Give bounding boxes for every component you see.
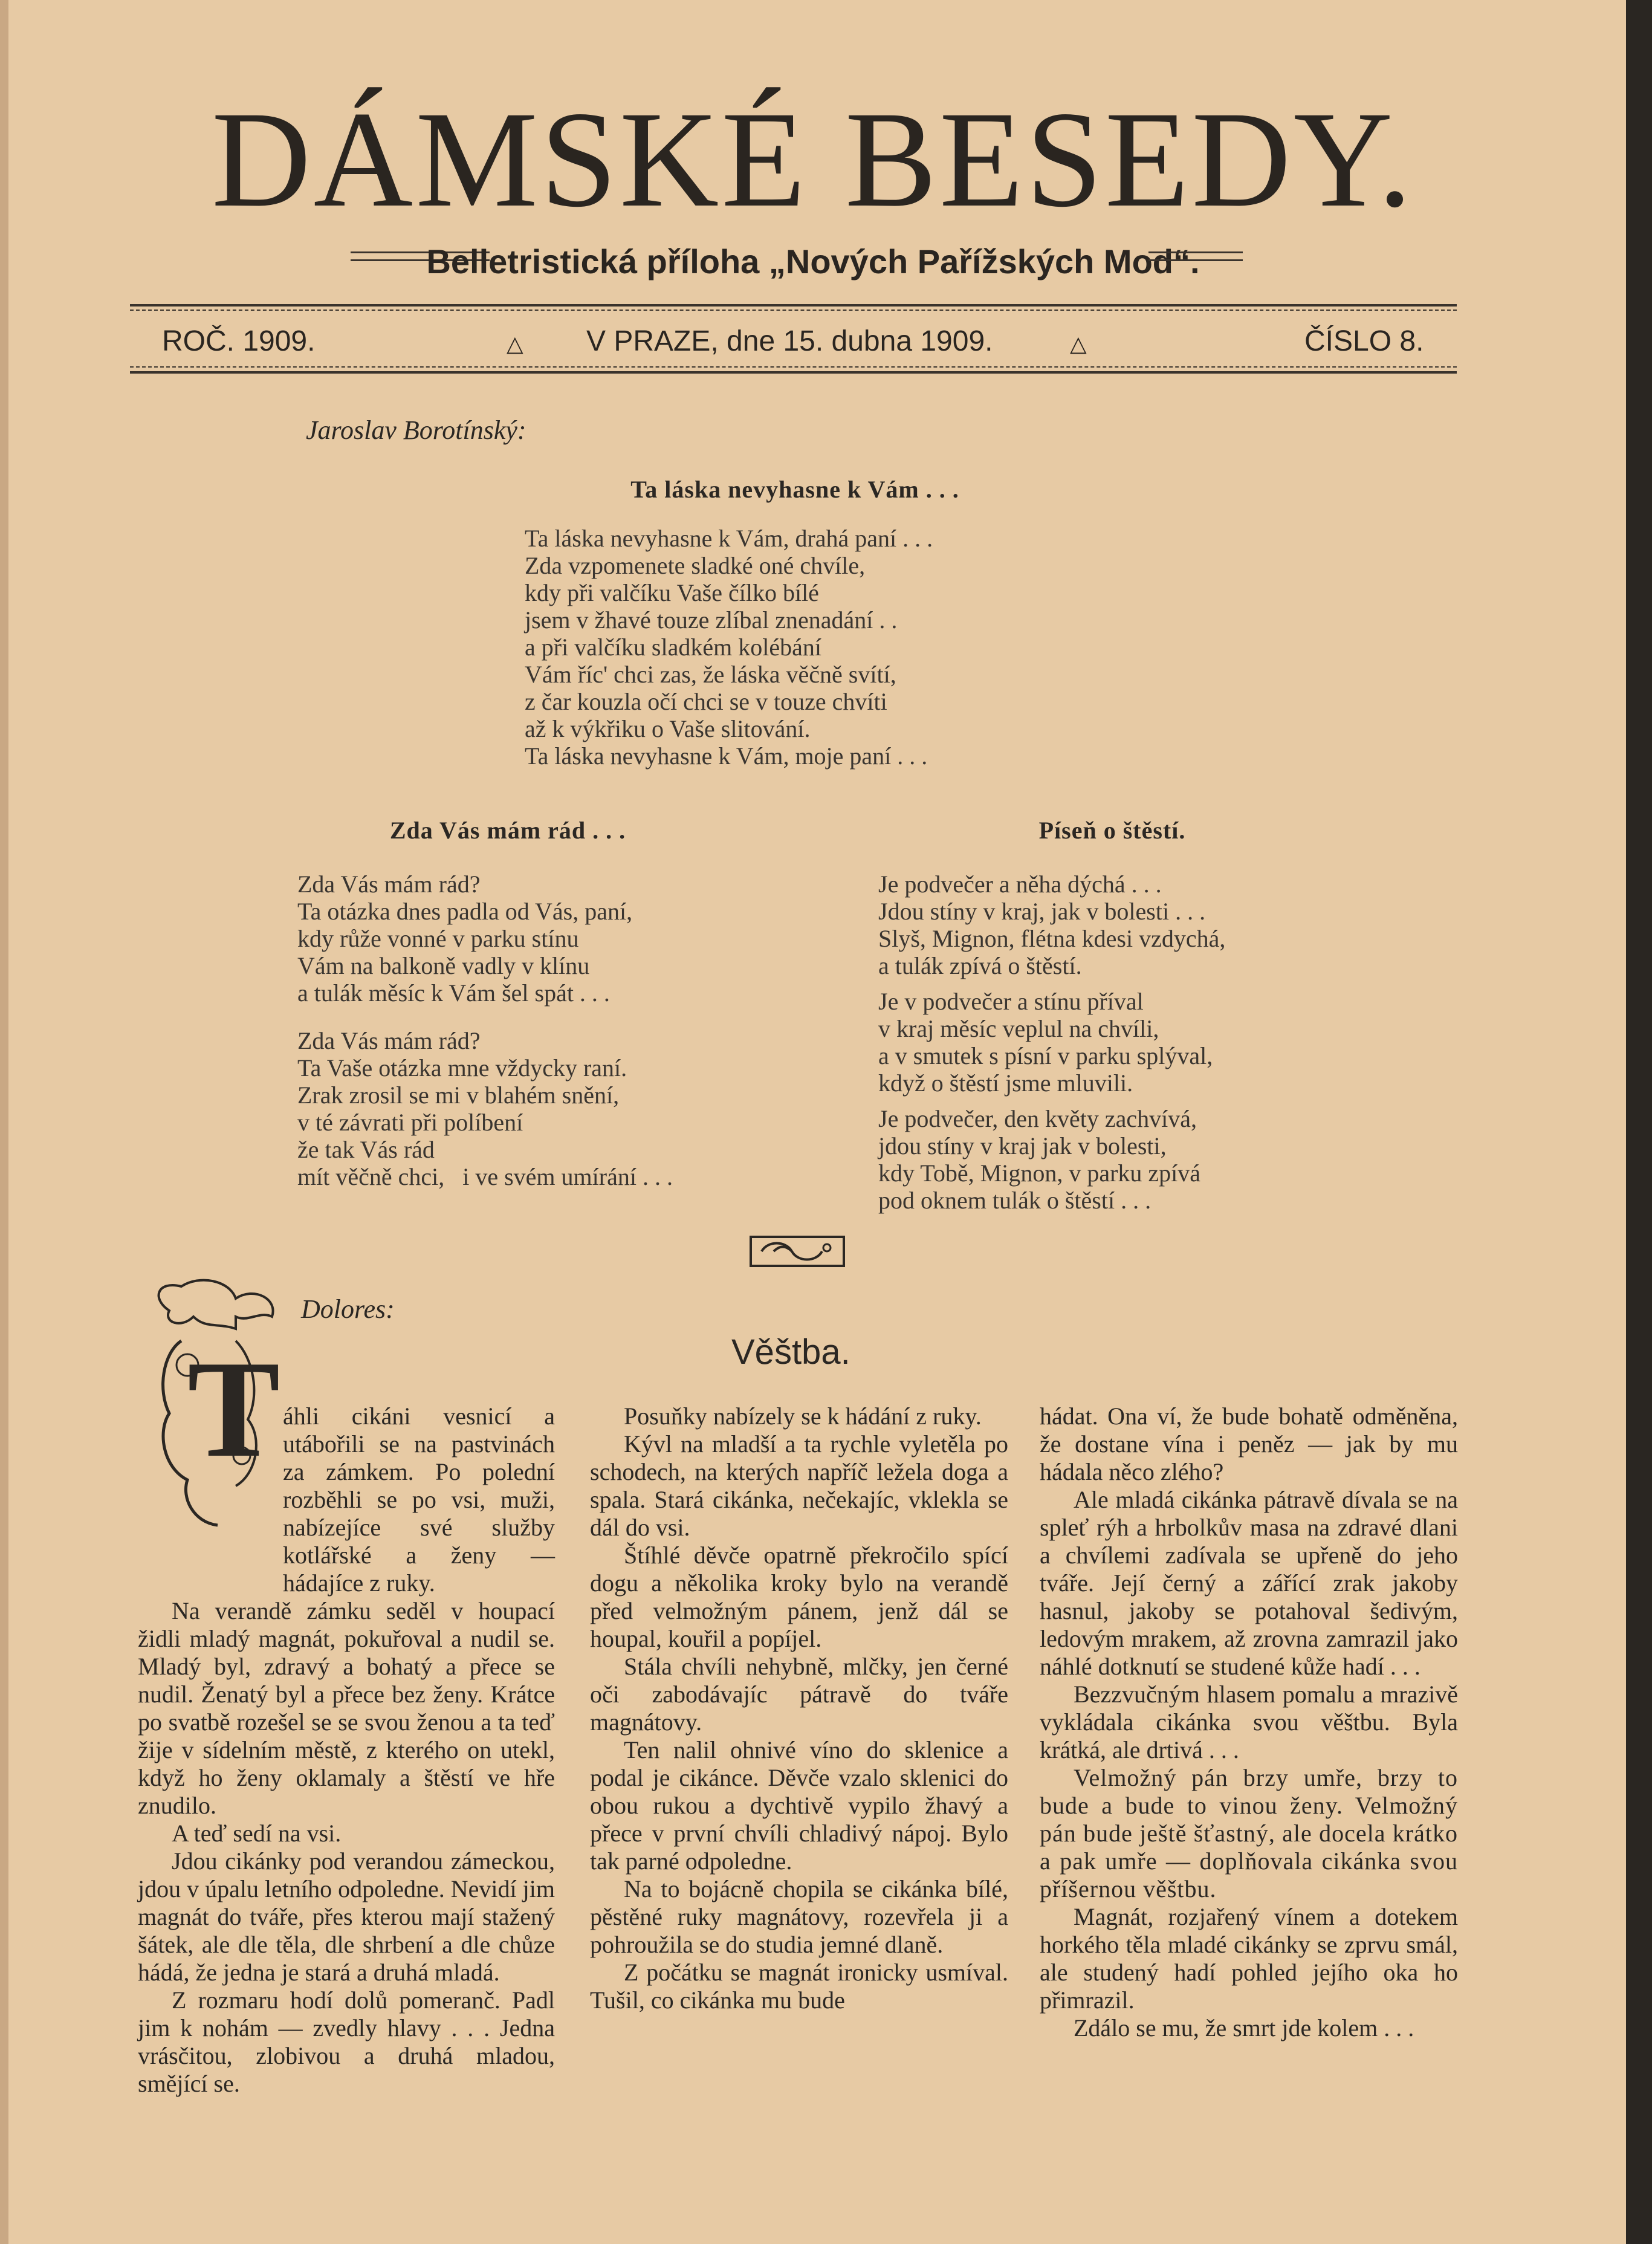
- triangle-ornament-left: △: [507, 331, 523, 356]
- book-spine-edge: [1626, 0, 1652, 2244]
- header-rule-top-thin: [130, 310, 1457, 311]
- subtitle-rule-right: [1148, 251, 1243, 261]
- poem3-stanza: Je v podvečer a stínu příval v kraj měsíc veplul na chvíli, a v smutek s písní v parku splýval, když o štěstí jsme mluvili.: [878, 988, 1213, 1097]
- issue-label: ČÍSLO 8.: [1304, 325, 1424, 357]
- drop-cap-letter: T: [187, 1332, 280, 1486]
- poems-author: Jaroslav Borotínský:: [306, 415, 526, 445]
- paragraph: Štíhlé děvče opatrně překročilo spící dogu a několika kroky bylo na verandě před velmožným pánem, jenž dál se houpal, kouřil a popíjel.: [590, 1542, 1008, 1652]
- paragraph: hádat. Ona ví, že bude bohatě odměněna, že dostane vína i peněz — jak by mu hádala něco zlého?: [1040, 1402, 1458, 1485]
- story-title: Věštba.: [731, 1332, 850, 1372]
- poem2-stanza: Zda Vás mám rád? Ta otázka dnes padla od Vás, paní, kdy růže vonné v parku stínu Vám na balkoně vadly v klínu a tulák měsíc k Vám šel spát . . .: [297, 871, 633, 1007]
- paragraph: Posuňky nabízely se k hádání z ruky.: [624, 1402, 982, 1430]
- paragraph: Ale mladá cikánka pátravě dívala se na spleť rýh a hrbolkův masa na zdravé dlani a chvílemi zadívala se upřeně do jeho tváře. Její černý a zářící zrak jakoby hasnul, jakoby se potahoval šedivým, ledovým mrakem, až zrovna zamrazil jako náhlé dotknutí se studené kůže hadí . . .: [1040, 1486, 1458, 1680]
- header-rule-bottom: [130, 371, 1457, 374]
- paragraph: Zdálo se mu, že smrt jde kolem . . .: [1074, 2014, 1414, 2041]
- story-author: Dolores:: [301, 1294, 395, 1324]
- paragraph: Stála chvíli nehybně, mlčky, jen černé oči zabodávajíc pátravě do tváře magnátovy.: [590, 1653, 1008, 1736]
- poem1-title: Ta láska nevyhasne k Vám . . .: [630, 476, 959, 503]
- page-edge: [0, 0, 8, 2244]
- story-column-1: [138, 1402, 555, 2098]
- paragraph: Magnát, rozjařený vínem a dotekem horkého těla mladé cikánky se zprvu smál, ale studený hadí pohled jejího oka ho přimrazil.: [1040, 1903, 1458, 2014]
- story-column-3: [1040, 1402, 1458, 2042]
- paragraph: Na to bojácně chopila se cikánka bílé, pěstěné ruky magnátovy, rozevřela ji a pohroužila se do studia jemné dlaně.: [590, 1875, 1008, 1958]
- poem2-stanza: Zda Vás mám rád? Ta Vaše otázka mne vždycky raní. Zrak zrosil se mi v blahém snění, v té závrati při políbení že tak Vás rád mít věčně chci, i ve svém umírání . . .: [297, 1027, 673, 1190]
- header-rule-bottom-thin: [130, 366, 1457, 368]
- paragraph: Bezzvučným hlasem pomalu a mrazivě vykládala cikánka svou věštbu. Byla krátká, ale drtivá . . .: [1040, 1681, 1458, 1763]
- masthead-subtitle: Belletristická příloha „Nových Pařížských Mod“.: [426, 242, 1200, 280]
- header-rule-top: [130, 304, 1457, 306]
- year-label: ROČ. 1909.: [162, 325, 316, 357]
- date-label: V PRAZE, dne 15. dubna 1909.: [586, 325, 993, 357]
- paragraph: Ten nalil ohnivé víno do sklenice a podal je cikánce. Děvče vzalo sklenici do obou rukou a dychtivě vypilo žhavý a přece v první chvíli chladivý nápoj. Bylo tak parné odpoledne.: [590, 1736, 1008, 1875]
- poem2-body: [297, 871, 673, 1190]
- paragraph: Na verandě zámku seděl v houpací židli mladý magnát, pokuřoval a nudil se. Mladý byl, zdravý a bohatý a přece se nudil. Ženatý byl a přece bez ženy. Krátce po svatbě rozešel se se svou ženou a ta teď žije v sídelním městě, z kterého on utekl, když ho ženy oklamaly a štěstí ve hře znudilo.: [138, 1597, 555, 1819]
- triangle-ornament-right: △: [1070, 331, 1087, 356]
- poem3-stanza: Je podvečer a něha dýchá . . . Jdou stíny v kraj, jak v bolesti . . . Slyš, Mignon, flétna kdesi vzdychá, a tulák zpívá o štěstí.: [878, 871, 1226, 979]
- paragraph: Kývl na mladší a ta rychle vyletěla po schodech, na kterých napříč ležela doga a spala. Stará cikánka, nečekajíc, vklekla se dál do vsi.: [590, 1430, 1008, 1541]
- section-ornament-icon: [750, 1236, 845, 1267]
- paragraph: A teď sedí na vsi.: [172, 1820, 342, 1847]
- poem3-title: Píseň o štěstí.: [1038, 817, 1186, 844]
- poem2-title: Zda Vás mám rád . . .: [389, 817, 626, 844]
- poem3-stanza: Je podvečer, den květy zachvívá, jdou stíny v kraj jak v bolesti, kdy Tobě, Mignon, v parku zpívá pod oknem tulák o štěstí . . .: [878, 1105, 1201, 1214]
- poem3-body: [878, 871, 1225, 1222]
- poem1-text: Ta láska nevyhasne k Vám, drahá paní . . . Zda vzpomenete sladké oné chvíle, kdy při valčíku Vaše čílko bílé jsem v žhavé touze zlíbal znenadání . . a při valčíku sladkém kolébání Vám říc' chci zas, že láska věčně svítí, z čar kouzla očí chci se v touze chvíti až k výkřiku o Vaše slitování. Ta láska nevyhasne k Vám, moje paní . . .: [525, 525, 933, 770]
- story-column-2: [590, 1402, 1008, 2014]
- paragraph: Z počátku se magnát ironicky usmíval. Tušil, co cikánka mu bude: [590, 1959, 1008, 2014]
- paragraph: Jdou cikánky pod verandou zámeckou, jdou v úpalu letního odpoledne. Nevidí jim magnát do tváře, přes kterou mají stažený šátek, ale dle těla, dle shrbení a dle chůze hádá, že jedna je stará a druhá mladá.: [138, 1847, 555, 1986]
- paragraph: Velmožný pán brzy umře, brzy to bude a bude to vinou ženy. Velmožný pán bude ještě šťastný, ale docela krátko a pak umře — doplňovala cikánka svou příšernou věštbu.: [1040, 1764, 1458, 1902]
- masthead-title: DÁMSKÉ BESEDY.: [211, 83, 1415, 236]
- paragraph: áhli cikáni vesnicí a utábořili se na pastvinách za zámkem. Po polední rozběhli se po vsi, muži, nabízejíce své služby kotlářské a ženy — hádajíce z ruky.: [283, 1402, 555, 1597]
- paragraph: Z rozmaru hodí dolů pomeranč. Padl jim k nohám — zvedly hlavy . . . Jedna vrásčitou, zlobivou a druhá mladou, smějící se.: [138, 1986, 555, 2097]
